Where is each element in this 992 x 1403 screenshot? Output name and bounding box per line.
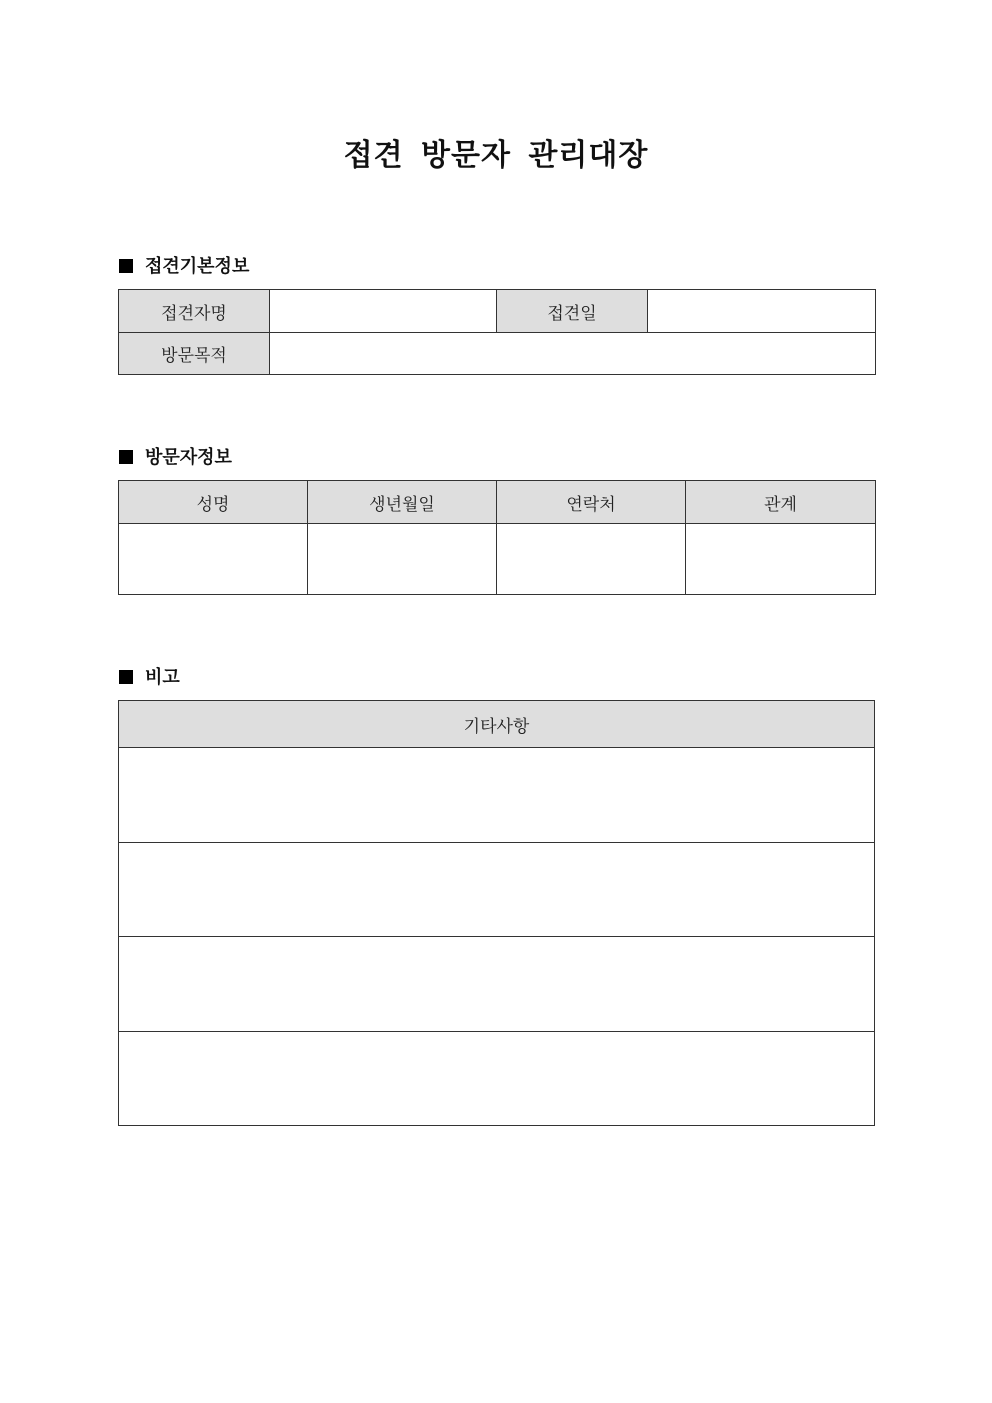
- table-row: [119, 937, 875, 1032]
- page-title: 접견 방문자 관리대장: [343, 138, 649, 173]
- section-heading-visitor-info: [119, 444, 232, 468]
- table-row: [119, 1032, 875, 1126]
- column-header-birthdate: 생년월일: [308, 481, 497, 524]
- remarks-table: [118, 700, 875, 1126]
- table-row: [119, 843, 875, 937]
- section-heading-basic-info: [119, 253, 249, 277]
- square-bullet-icon: [119, 259, 133, 273]
- section-heading-label: 접견기본정보: [145, 256, 250, 277]
- column-header-contact: 연락처: [497, 481, 686, 524]
- visit-purpose-field[interactable]: [270, 333, 876, 375]
- remarks-line-3[interactable]: [119, 937, 875, 1032]
- visitor-contact-cell[interactable]: [497, 524, 686, 595]
- section-heading-label: 방문자정보: [145, 447, 232, 468]
- basic-info-table: [118, 289, 876, 375]
- table-row: [119, 290, 876, 333]
- visit-date-field[interactable]: [648, 290, 876, 333]
- table-row: [119, 333, 876, 375]
- table-header-row: [119, 701, 875, 748]
- table-header-row: [119, 481, 876, 524]
- column-header-relationship: 관계: [686, 481, 876, 524]
- remarks-line-4[interactable]: [119, 1032, 875, 1126]
- square-bullet-icon: [119, 670, 133, 684]
- column-header-other-notes: 기타사항: [119, 701, 875, 748]
- visitor-birthdate-cell[interactable]: [308, 524, 497, 595]
- square-bullet-icon: [119, 450, 133, 464]
- visitor-name-cell[interactable]: [119, 524, 308, 595]
- visit-purpose-label: 방문목적: [119, 333, 270, 375]
- visitor-name-field[interactable]: [270, 290, 497, 333]
- remarks-line-1[interactable]: [119, 748, 875, 843]
- visitor-relationship-cell[interactable]: [686, 524, 876, 595]
- visitor-name-label: 접견자명: [119, 290, 270, 333]
- visit-date-label: 접견일: [497, 290, 648, 333]
- visitor-info-table: [118, 480, 876, 595]
- column-header-name: 성명: [119, 481, 308, 524]
- table-row: [119, 524, 876, 595]
- section-heading-label: 비고: [145, 667, 180, 688]
- remarks-line-2[interactable]: [119, 843, 875, 937]
- section-heading-remarks: [119, 664, 180, 688]
- table-row: [119, 748, 875, 843]
